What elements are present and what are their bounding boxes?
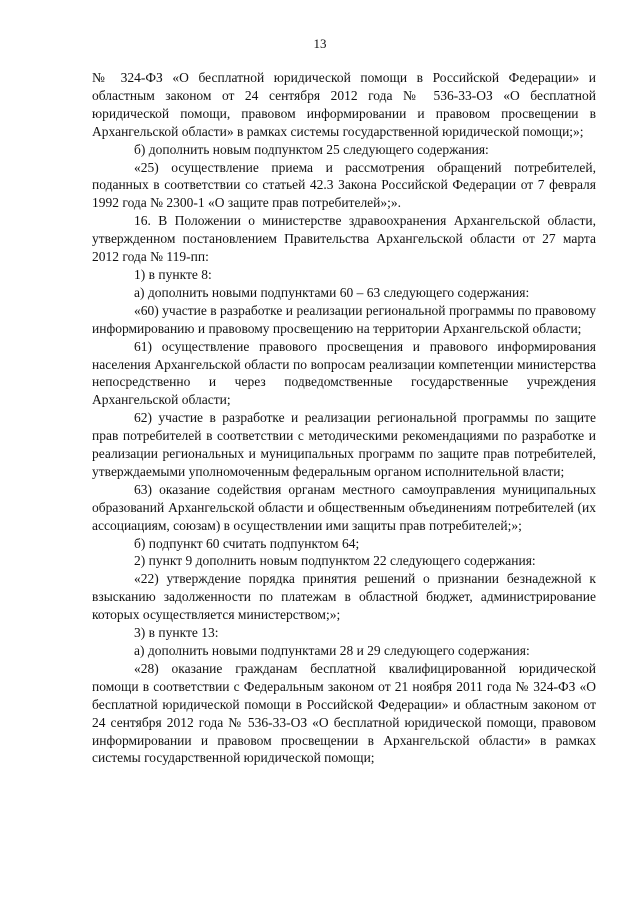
paragraph: 63) оказание содействия органам местного самоуправления муниципальных образований Архангельской области и общественным объединениям потребителей (их ассоциациям, союзам) в осуществлении ими защиты прав потребителей;»;: [92, 481, 596, 533]
paragraph: 61) осуществление правового просвещения и правового информирования населения Архангельской области по вопросам реализации компетенции министерства непосредственно и через подведомственные государственные учреждения Архангельской области;: [92, 338, 596, 408]
paragraph: «22) утверждение порядка принятия решений о признании безнадежной к взысканию задолженности по платежам в областной бюджет, администрирование которых осуществляется министерством;»;: [92, 571, 596, 623]
paragraph: «28) оказание гражданам бесплатной квалифицированной юридической помощи в соответствии с Федеральным законом от 21 ноября 2011 года № 324-ФЗ «О бесплатной юридической помощи в Российской Федерации» и областным законом от 24 сентября 2012 года № 536-33-ОЗ «О бесплатной юридической помощи, правовом информировании и правовом просвещении в Архангельской области» в рамках системы государственной юридической помощи;: [92, 660, 596, 766]
paragraph: б) дополнить новым подпунктом 25 следующего содержания:: [134, 141, 489, 157]
paragraph: 16. В Положении о министерстве здравоохранения Архангельской области, утвержденном постановлением Правительства Архангельской области от 27 марта 2012 года № 119-пп:: [92, 213, 596, 265]
paragraph: 62) участие в разработке и реализации региональной программы по защите прав потребителей в соответствии с методическими рекомендациями по разработке и реализации региональных и муниципальных программ по защите прав потребителей, утверждаемыми уполномоченным федеральным органом исполнительной власти;: [92, 410, 596, 479]
paragraph: № 324-ФЗ «О бесплатной юридической помощи в Российской Федерации» и областным законом от 24 сентября 2012 года № 536-33-ОЗ «О бесплатной юридической помощи, правовом информировании и правовом просвещении в Архангельской области» в рамках системы государственной юридической помощи;»;: [92, 70, 596, 139]
paragraph: а) дополнить новыми подпунктами 28 и 29 следующего содержания:: [134, 643, 530, 658]
paragraph: б) подпункт 60 считать подпунктом 64;: [134, 535, 360, 551]
paragraph: «25) осуществление приема и рассмотрения обращений потребителей, поданных в соответствии со статьей 42.3 Закона Российской Федерации от 7 февраля 1992 года № 2300-1 «О защите прав потребителей»;».: [92, 159, 596, 211]
paragraph: а) дополнить новыми подпунктами 60 – 63 следующего содержания:: [134, 284, 530, 300]
page-number: 13: [313, 36, 327, 51]
paragraph: 3) в пункте 13:: [134, 625, 219, 641]
paragraph: 1) в пункте 8:: [134, 266, 212, 282]
paragraph: 2) пункт 9 дополнить новым подпунктом 22 следующего содержания:: [134, 553, 536, 569]
paragraph: «60) участие в разработке и реализации региональной программы по правовому информированию и правовому просвещению на территории Архангельской области;: [92, 302, 596, 336]
document-body: [92, 69, 596, 767]
